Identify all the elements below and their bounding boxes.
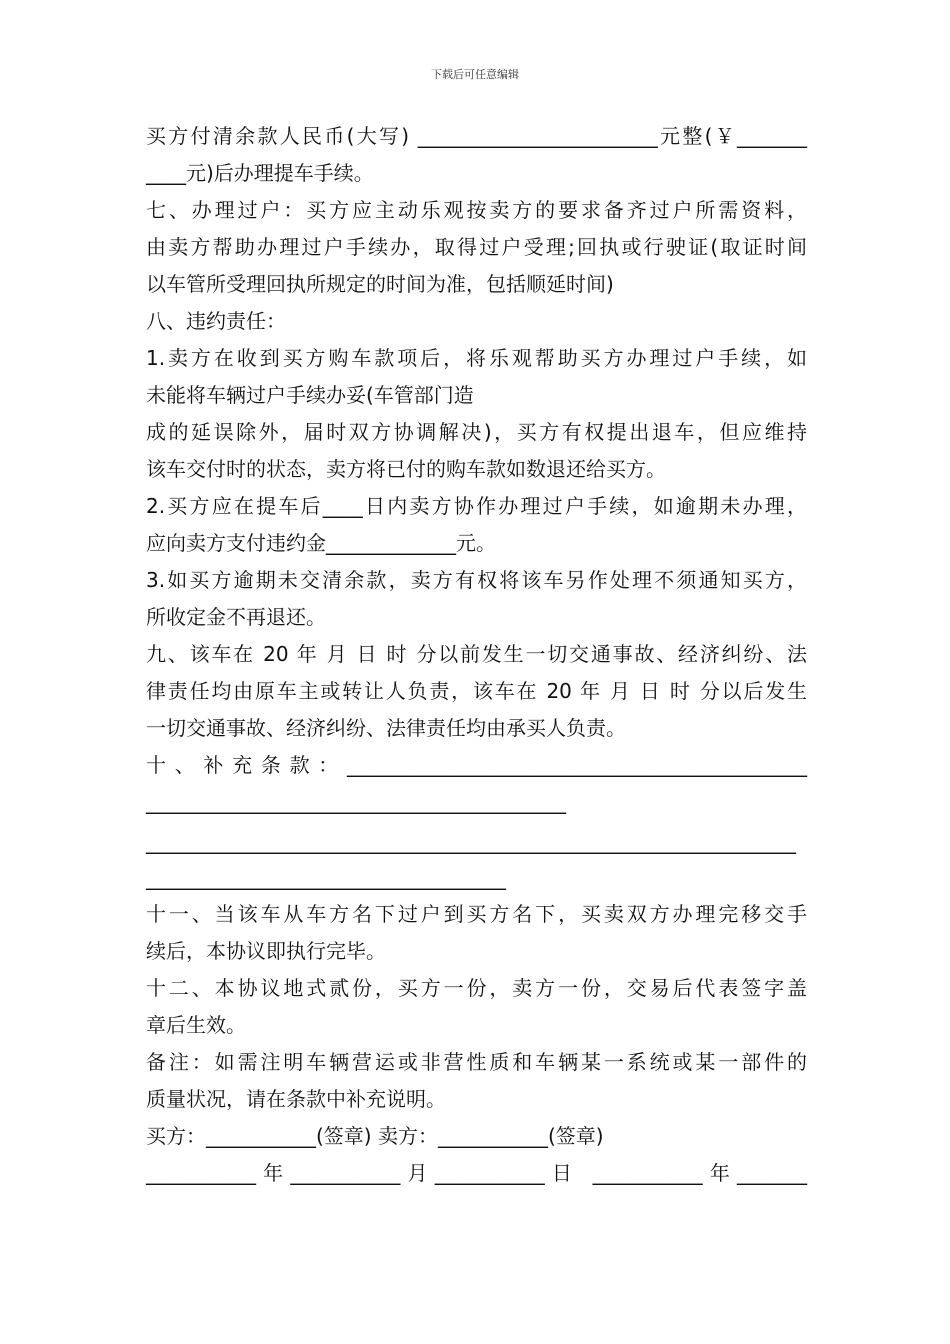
page-header: 下载后可任意编辑 <box>431 68 519 81</box>
text-line: ____________________________________ <box>146 866 506 890</box>
text-line: ____元)后办理提车手续。 <box>146 161 374 185</box>
text-line: _________________________________________________________________ <box>146 830 796 854</box>
text-line: 八、违约责任： <box>146 309 286 333</box>
text-line: 十一、当该车从车方名下过户到买方名下，买卖双方办理完移交手 <box>146 902 807 926</box>
text-line: 十二、本协议地式贰份，买方一份，卖方一份，交易后代表签字盖 <box>146 976 807 1000</box>
text-line: 备注：如需注明车辆营运或非营性质和车辆某一系统或某一部件的 <box>146 1050 807 1074</box>
text-line: __________________________________________ <box>146 790 566 814</box>
text-line: 买方付清余款人民币(大写) ________________________元整(￥_______ <box>146 124 807 148</box>
signature-line: 买方：___________(签章) 卖方：___________(签章) <box>146 1124 604 1148</box>
text-line: 章后生效。 <box>146 1013 246 1037</box>
date-line: ___________年___________月___________日 ___________年_______ <box>146 1161 807 1185</box>
text-line: 七、办理过户：买方应主动乐观按卖方的要求备齐过户所需资料， <box>146 198 807 222</box>
text-line: 九、该车在 20 年 月 日 时 分以前发生一切交通事故、经济纠纷、法 <box>146 642 807 666</box>
text-line: 以车管所受理回执所规定的时间为准，包括顺延时间) <box>146 272 614 296</box>
text-line: 应向卖方支付违约金_____________元。 <box>146 531 496 555</box>
text-line: 成的延误除外，届时双方协调解决)，买方有权提出退车，但应维持 <box>146 420 807 444</box>
text-line: 质量状况，请在条款中补充说明。 <box>146 1087 446 1111</box>
text-line: 一切交通事故、经济纠纷、法律责任均由承买人负责。 <box>146 716 626 740</box>
text-line: 律责任均由原车主或转让人负责，该车在 20 年 月 日 时 分以后发生 <box>146 679 807 703</box>
text-line: 十、补充条款：______________________________________________ <box>146 753 807 777</box>
text-line: 所收定金不再退还。 <box>146 605 326 629</box>
text-line: 续后，本协议即执行完毕。 <box>146 939 386 963</box>
text-line: 2.买方应在提车后____日内卖方协作办理过户手续，如逾期未办理， <box>146 494 807 518</box>
text-line: 3.如买方逾期未交清余款，卖方有权将该车另作处理不须通知买方， <box>146 568 807 592</box>
text-line: 该车交付时的状态，卖方将已付的购车款如数退还给买方。 <box>146 457 666 481</box>
text-line: 1.卖方在收到买方购车款项后，将乐观帮助买方办理过户手续，如 <box>146 346 807 370</box>
text-line: 由卖方帮助办理过户手续办，取得过户受理;回执或行驶证(取证时间 <box>146 235 807 259</box>
text-line: 未能将车辆过户手续办妥(车管部门造 <box>146 383 474 407</box>
